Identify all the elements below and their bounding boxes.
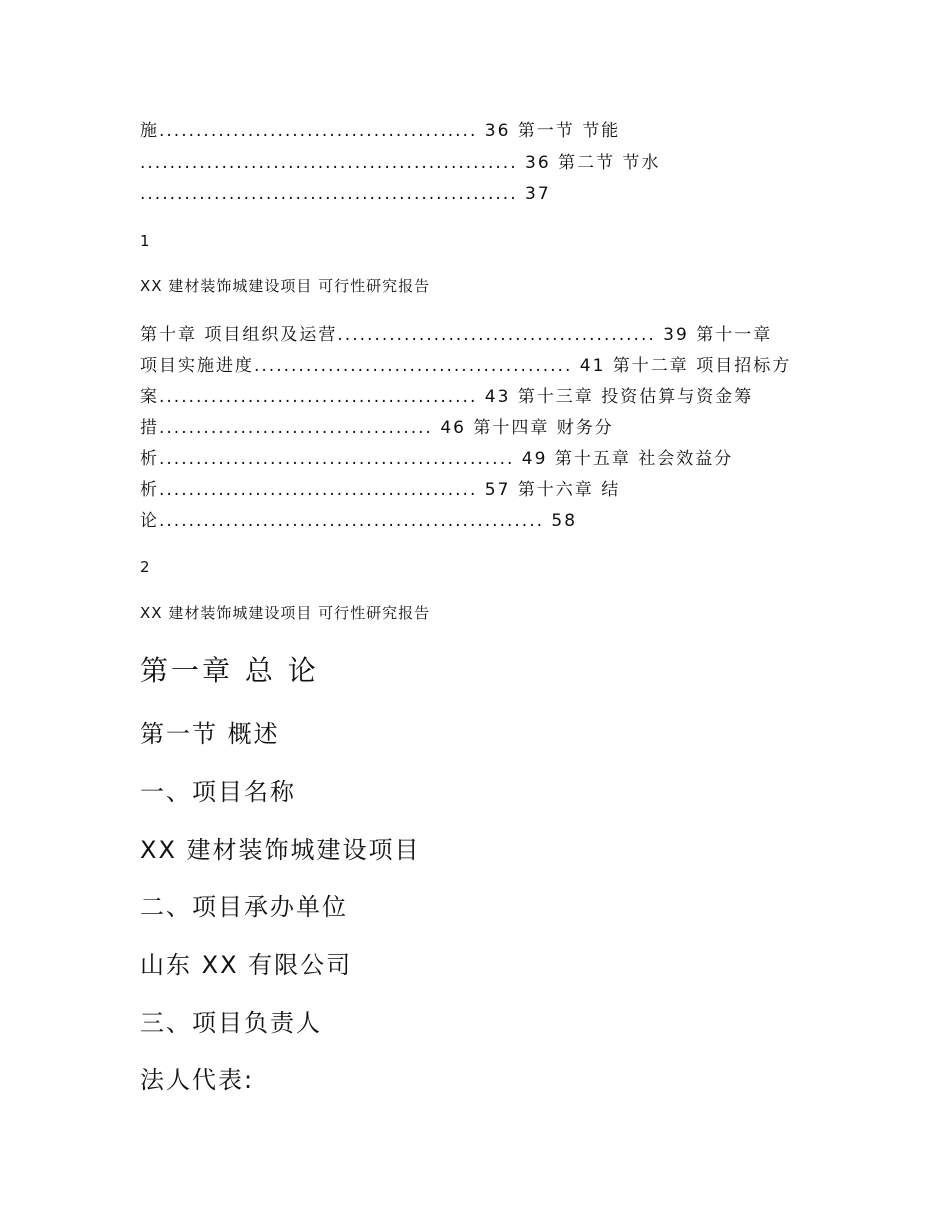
toc-line: ................................................... 36 第二节 节水 [140, 153, 661, 173]
running-header: XX 建材装饰城建设项目 可行性研究报告 [140, 604, 431, 622]
running-header: XX 建材装饰城建设项目 可行性研究报告 [140, 277, 431, 295]
item-heading: 二、项目承办单位 [140, 893, 348, 921]
chapter-title: 第一章 总 论 [140, 654, 319, 687]
toc-line: 论.................................................... 58 [140, 511, 578, 531]
section-title: 第一节 概述 [140, 720, 280, 748]
page-number: 1 [140, 232, 150, 250]
toc-line: 项目实施进度........................................... 41 第十二章 项目招标方 [140, 356, 792, 376]
toc-line: 案........................................... 43 第十三章 投资估算与资金筹 [140, 387, 754, 407]
item-heading: 一、项目名称 [140, 778, 296, 806]
toc-line: 析................................................ 49 第十五章 社会效益分 [140, 449, 734, 469]
toc-line: ................................................... 37 [140, 184, 551, 204]
toc-line: 措..................................... 46 第十四章 财务分 [140, 418, 614, 438]
toc-line: 施........................................... 36 第一节 节能 [140, 121, 621, 141]
item-value: 法人代表: [140, 1066, 255, 1094]
toc-line: 第十章 项目组织及运营........................................... 39 第十一章 [140, 325, 773, 345]
page-number: 2 [140, 558, 150, 576]
item-heading: 三、项目负责人 [140, 1009, 322, 1037]
item-value: XX 建材装饰城建设项目 [140, 836, 421, 864]
item-value: 山东 XX 有限公司 [140, 951, 353, 979]
toc-line: 析........................................... 57 第十六章 结 [140, 480, 621, 500]
